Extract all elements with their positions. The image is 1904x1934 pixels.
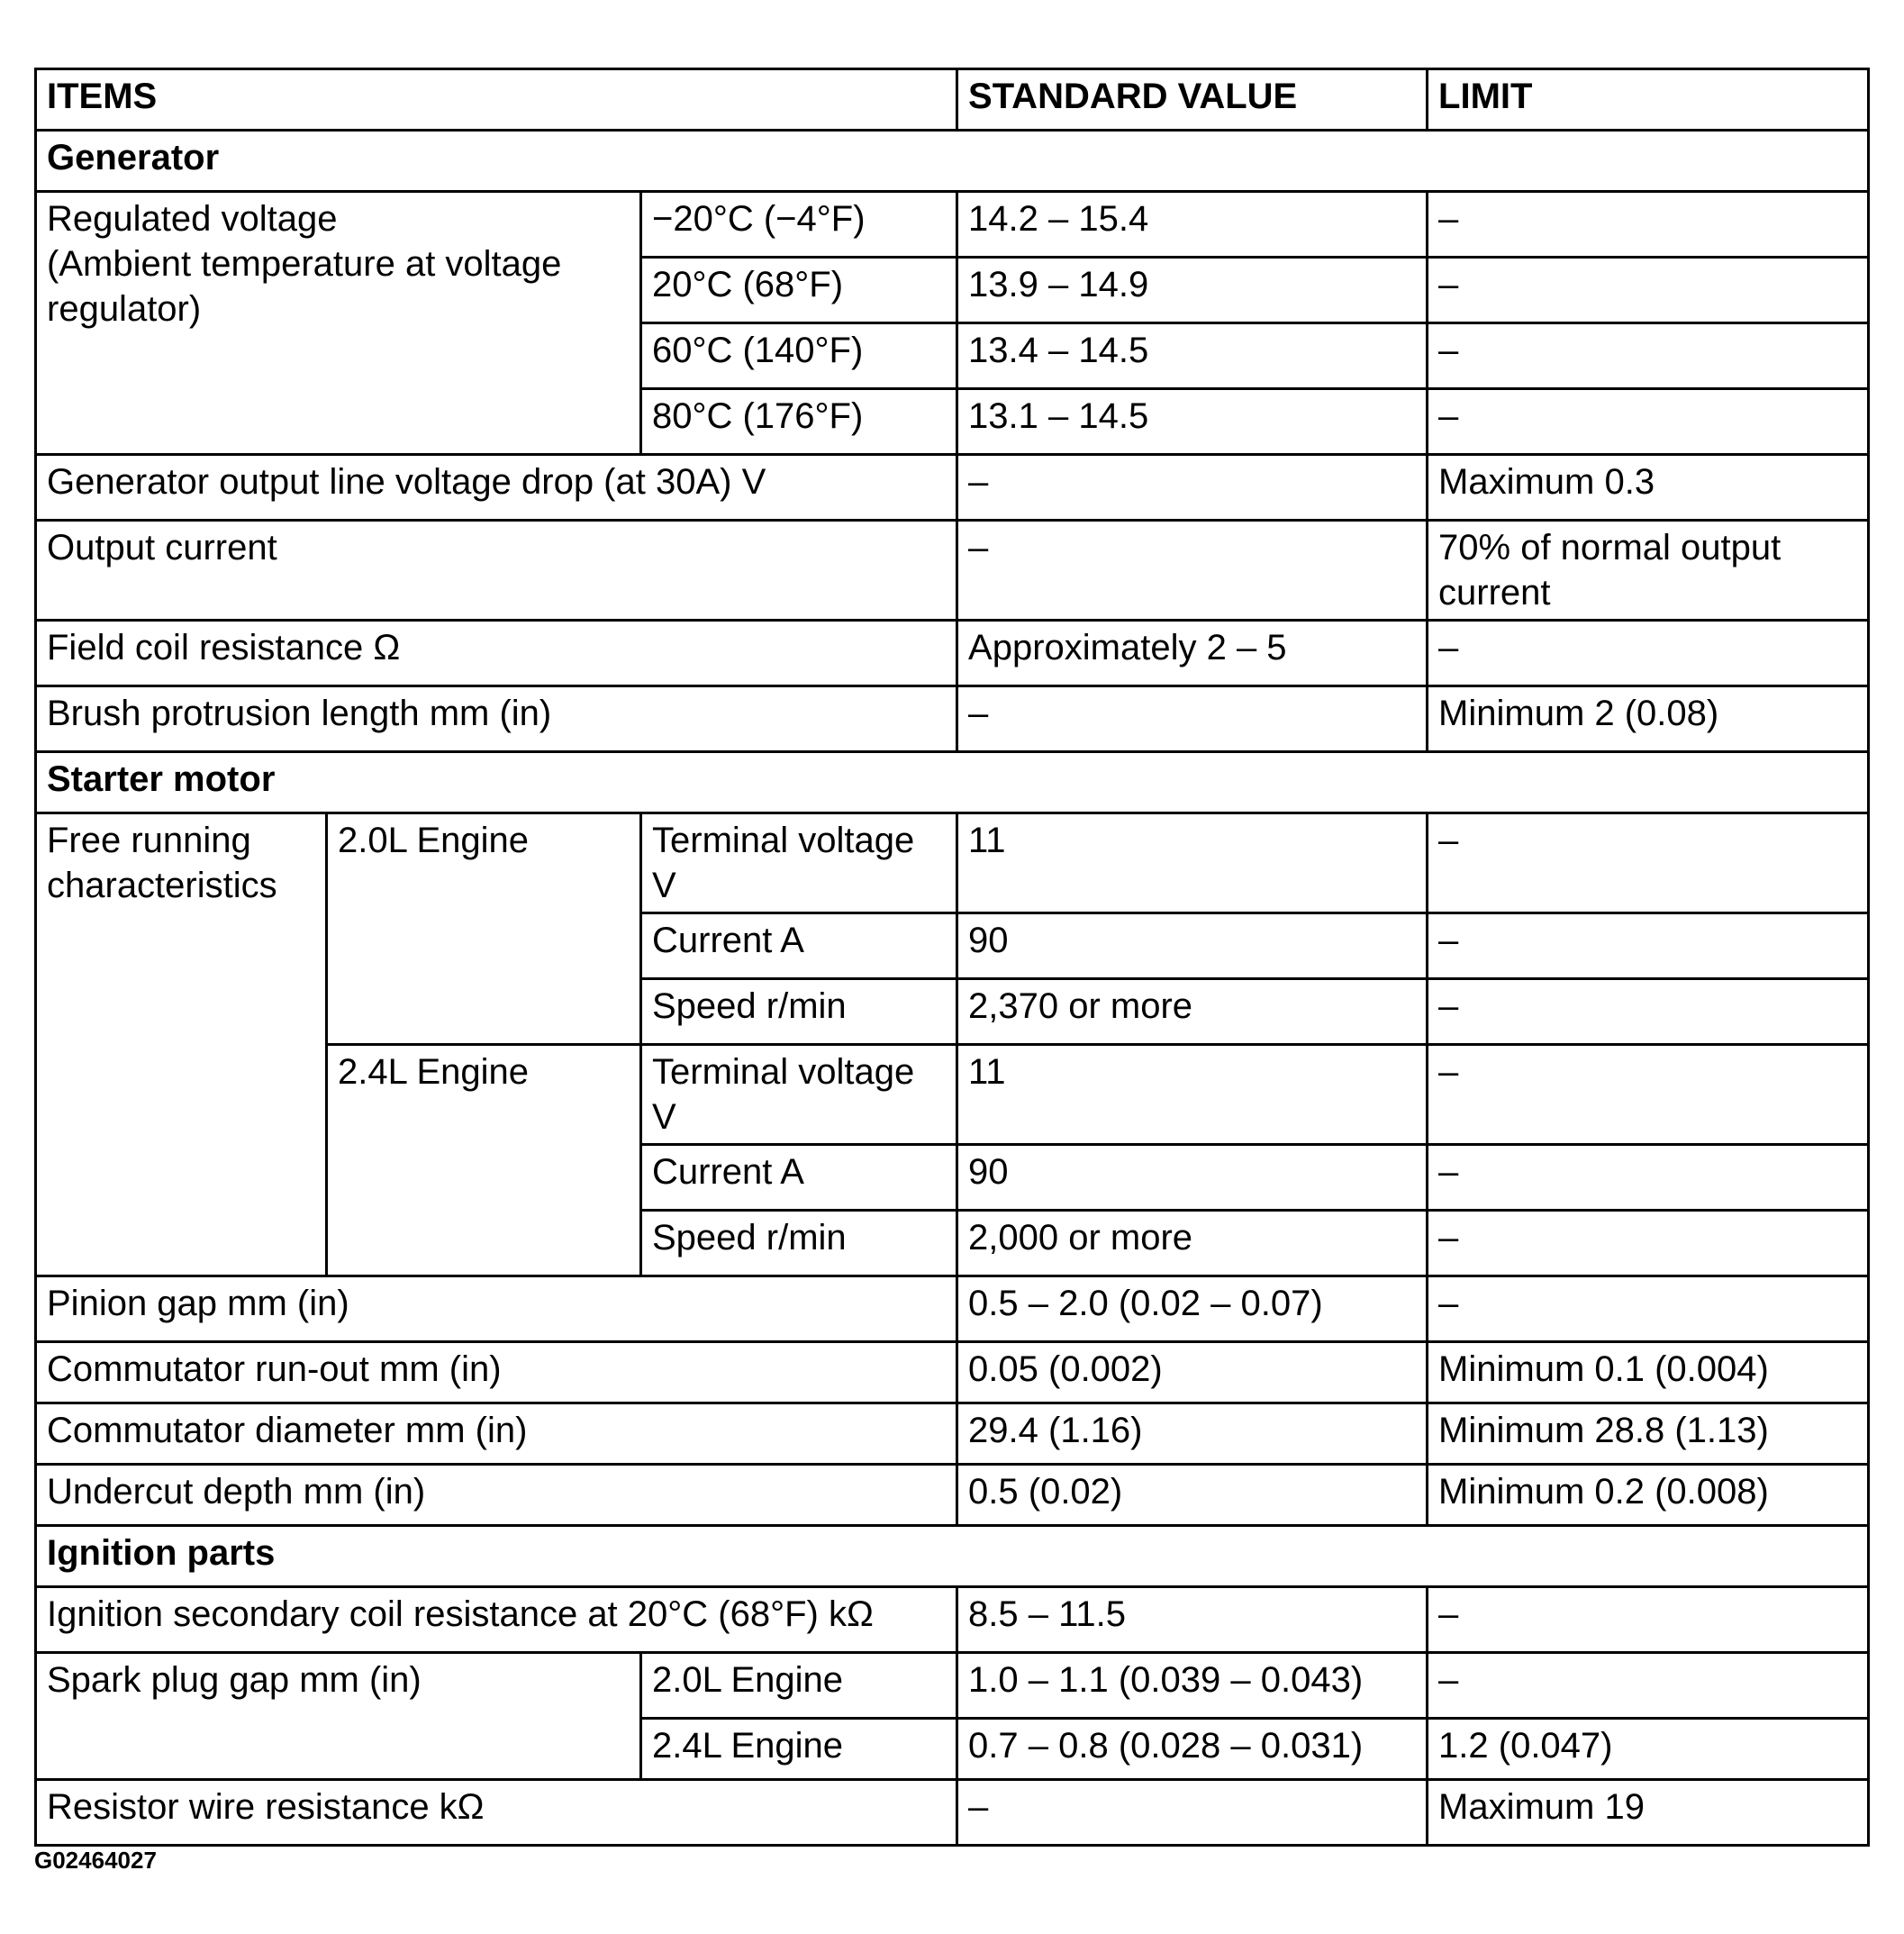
standard-value-cell: 1.0 – 1.1 (0.039 – 0.043) [957,1653,1428,1719]
limit-cell: 1.2 (0.047) [1428,1719,1869,1780]
standard-value-cell: 0.5 – 2.0 (0.02 – 0.07) [957,1276,1428,1342]
free-running-label: Free running characteristics [36,813,327,1276]
item-cell: Commutator run-out mm (in) [36,1342,957,1403]
standard-value-cell: – [957,686,1428,752]
limit-cell: – [1428,1587,1869,1653]
section-generator: Generator [36,131,1869,192]
limit-cell: – [1428,621,1869,686]
parameter-cell: Terminal voltage V [641,813,957,913]
parameter-cell: Speed r/min [641,1211,957,1276]
limit-cell: Maximum 0.3 [1428,455,1869,521]
header-standard-value: STANDARD VALUE [957,69,1428,131]
standard-value-cell: 29.4 (1.16) [957,1403,1428,1465]
limit-cell: Minimum 0.2 (0.008) [1428,1465,1869,1526]
header-limit: LIMIT [1428,69,1869,131]
parameter-cell: Current A [641,1145,957,1211]
item-cell: Brush protrusion length mm (in) [36,686,957,752]
header-row [36,69,1869,131]
parameter-cell: Current A [641,913,957,979]
table-row [36,813,1869,913]
standard-value-cell: Approximately 2 – 5 [957,621,1428,686]
parameter-cell: Terminal voltage V [641,1045,957,1145]
limit-cell: Maximum 19 [1428,1780,1869,1846]
standard-value-cell: – [957,1780,1428,1846]
item-cell: Commutator diameter mm (in) [36,1403,957,1465]
temperature-cell: −20°C (−4°F) [641,192,957,258]
standard-value-cell: 0.7 – 0.8 (0.028 – 0.031) [957,1719,1428,1780]
temperature-cell: 80°C (176°F) [641,389,957,455]
item-cell: Pinion gap mm (in) [36,1276,957,1342]
limit-cell: – [1428,323,1869,389]
table-row [36,1342,1869,1403]
limit-cell: – [1428,1211,1869,1276]
standard-value-cell: 13.1 – 14.5 [957,389,1428,455]
specification-table [34,68,1870,1847]
table-row [36,621,1869,686]
standard-value-cell: – [957,455,1428,521]
standard-value-cell: 8.5 – 11.5 [957,1587,1428,1653]
limit-cell: Minimum 0.1 (0.004) [1428,1342,1869,1403]
table-row [36,1465,1869,1526]
table-row [36,521,1869,621]
item-cell: Output current [36,521,957,621]
parameter-cell: Speed r/min [641,979,957,1045]
limit-cell: – [1428,1045,1869,1145]
item-cell: Resistor wire resistance kΩ [36,1780,957,1846]
temperature-cell: 60°C (140°F) [641,323,957,389]
limit-cell: – [1428,979,1869,1045]
limit-cell: 70% of normal output current [1428,521,1869,621]
item-cell: Field coil resistance Ω [36,621,957,686]
item-cell: Ignition secondary coil resistance at 20°C (68°F) kΩ [36,1587,957,1653]
header-items: ITEMS [36,69,957,131]
temperature-cell: 20°C (68°F) [641,258,957,323]
limit-cell: – [1428,389,1869,455]
limit-cell: – [1428,913,1869,979]
limit-cell: – [1428,1653,1869,1719]
standard-value-cell: – [957,521,1428,621]
standard-value-cell: 11 [957,1045,1428,1145]
standard-value-cell: 11 [957,813,1428,913]
standard-value-cell: 0.5 (0.02) [957,1465,1428,1526]
limit-cell: – [1428,258,1869,323]
section-starter-motor: Starter motor [36,752,1869,813]
table-row [36,1587,1869,1653]
engine-cell: 2.4L Engine [641,1719,957,1780]
limit-cell: Minimum 28.8 (1.13) [1428,1403,1869,1465]
table-row [36,192,1869,258]
standard-value-cell: 0.05 (0.002) [957,1342,1428,1403]
item-cell: Generator output line voltage drop (at 30A) V [36,455,957,521]
limit-cell: Minimum 2 (0.08) [1428,686,1869,752]
engine-label: 2.0L Engine [327,813,641,1045]
standard-value-cell: 90 [957,913,1428,979]
table-row [36,455,1869,521]
table-row [36,1276,1869,1342]
spark-plug-gap-label: Spark plug gap mm (in) [36,1653,641,1780]
limit-cell: – [1428,192,1869,258]
section-row [36,1526,1869,1587]
standard-value-cell: 2,000 or more [957,1211,1428,1276]
standard-value-cell: 13.9 – 14.9 [957,258,1428,323]
limit-cell: – [1428,1276,1869,1342]
limit-cell: – [1428,1145,1869,1211]
standard-value-cell: 13.4 – 14.5 [957,323,1428,389]
item-cell: Undercut depth mm (in) [36,1465,957,1526]
standard-value-cell: 2,370 or more [957,979,1428,1045]
table-row [36,1780,1869,1846]
regulated-voltage-label: Regulated voltage (Ambient temperature at voltage regulator) [36,192,641,455]
figure-id: G02464027 [34,1847,157,1874]
section-ignition-parts: Ignition parts [36,1526,1869,1587]
standard-value-cell: 14.2 – 15.4 [957,192,1428,258]
standard-value-cell: 90 [957,1145,1428,1211]
section-row [36,752,1869,813]
section-row [36,131,1869,192]
table-row [36,1403,1869,1465]
engine-label: 2.4L Engine [327,1045,641,1276]
table-row [36,686,1869,752]
engine-cell: 2.0L Engine [641,1653,957,1719]
limit-cell: – [1428,813,1869,913]
table-row [36,1653,1869,1719]
